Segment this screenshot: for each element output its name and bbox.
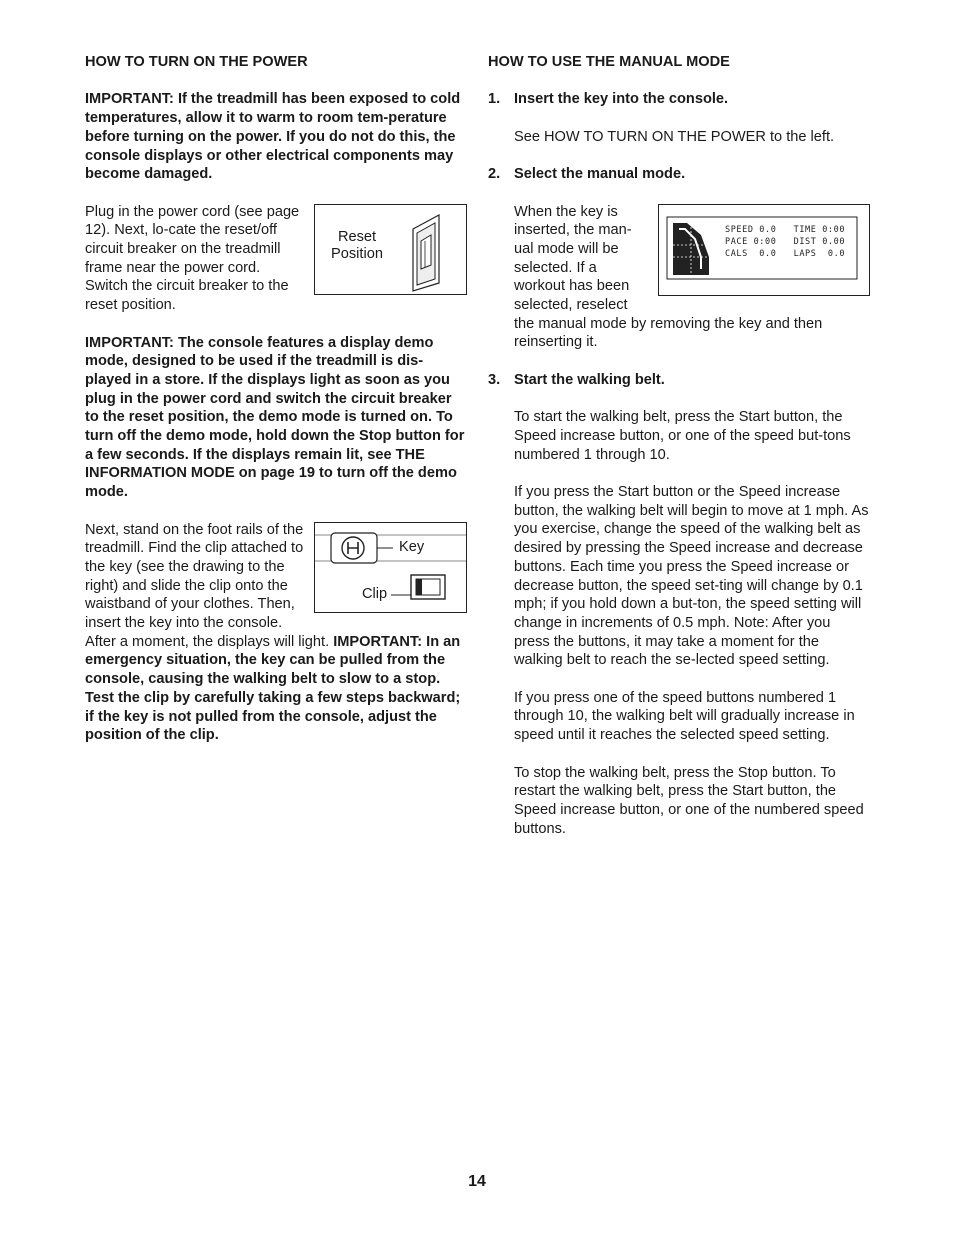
step-1-text: See HOW TO TURN ON THE POWER to the left. xyxy=(514,128,835,145)
step-3-paragraph-4: To stop the walking belt, press the Stop button. To restart the walking belt, press the Start button, the Speed increase button, or one of the numbered speed buttons. xyxy=(514,764,864,837)
step-2-number: 2. xyxy=(488,166,501,183)
step-3-title-text: Start the walking belt. xyxy=(514,371,665,388)
power-heading: HOW TO TURN ON THE POWER xyxy=(85,54,308,70)
console-row-2: PACE 0:00 DIST 0.00 xyxy=(725,236,846,247)
console-display-figure xyxy=(658,204,870,296)
step-3-paragraph-2: If you press the Start button or the Speed increase button, the walking belt will begin to move at 1 mph. As you exercise, change the speed of the walking belt as desired by pressing the Speed increase and decrease buttons. Each time you press the Speed increase or decrease button, the speed set-ting will change by 0.1 mph; if you hold down a but-ton, the speed setting will change in increments of 0.5 mph. Note: After you press the buttons, it may take a moment for the walking belt to reach the se-lected speed setting. xyxy=(514,484,869,669)
reset-position-label: Reset Position xyxy=(331,228,383,262)
circuit-breaker-icon xyxy=(315,205,466,294)
left-column xyxy=(85,53,467,764)
key-paragraph-text: Next, stand on the foot rails of the treadmill. Find the clip attached to the key (see the drawing to the right) and slide the clip onto the waistband of your clothes. Then, insert the key into the console. After a moment, the displays will light. xyxy=(85,521,330,650)
key-clip-icon xyxy=(315,523,466,612)
key-clip-figure xyxy=(314,522,467,613)
console-display xyxy=(659,205,869,295)
important-demo-note: IMPORTANT: The console features a display demo mode, designed to be used if the treadmill is dis-played in a store. If the displays light as soon as you plug in the power cord and switch the circuit breaker to the reset position, the demo mode is turned on. To turn off the demo mode, hold down the Stop button for a few seconds. If the displays remain lit, see THE INFORMATION MODE on page 19 to turn off the demo mode. xyxy=(85,334,465,501)
key-label: Key xyxy=(399,538,425,555)
power-paragraph: Plug in the power cord (see page 12). Next, lo-cate the reset/off circuit breaker on the treadmill frame near the power cord. Switch the circuit breaker to the reset position. xyxy=(85,203,300,314)
step-3-paragraph-1: To start the walking belt, press the Start button, the Speed increase button, or one of the speed but-tons numbered 1 through 10. xyxy=(514,409,851,463)
clip-label: Clip xyxy=(362,585,388,602)
manual-mode-heading: HOW TO USE THE MANUAL MODE xyxy=(488,54,730,70)
console-row-1: SPEED 0.0 TIME 0:00 xyxy=(725,224,846,235)
reset-position-figure xyxy=(314,204,467,295)
important-cold-note: IMPORTANT: If the treadmill has been exposed to cold temperatures, allow it to warm to room tem-perature before turning on the power. If you do not do this, the console displays or other electrical components may become damaged. xyxy=(85,91,461,183)
step-1-number: 1. xyxy=(488,91,501,108)
page-number: 14 xyxy=(468,1173,486,1190)
console-row-3: CALS 0.0 LAPS 0.0 xyxy=(725,248,846,259)
key-paragraph-important: IMPORTANT: In an emergency situation, the key can be pulled from the console, causing the walking belt to slow to a stop. Test the clip by carefully taking a few steps backward; if the key is not pulled from the console, adjust the position of the clip. xyxy=(85,633,461,744)
step-3-number: 3. xyxy=(488,371,501,388)
step-1-title-text: Insert the key into the console. xyxy=(514,91,729,108)
step-3-title xyxy=(488,371,870,390)
step-2-title xyxy=(488,165,870,184)
step-1-title xyxy=(488,90,870,109)
step-2-title-text: Select the manual mode. xyxy=(514,166,686,183)
right-column xyxy=(488,53,870,857)
step-2-text: When the key is inserted, the man-ual mode will be selected. If a workout has been selected, reselect the manual mode by removing the key and then reinserting it. xyxy=(514,203,823,351)
step-3-paragraph-3: If you press one of the speed buttons numbered 1 through 10, the walking belt will gradually increase in speed until it reaches the selected speed setting. xyxy=(514,689,855,744)
